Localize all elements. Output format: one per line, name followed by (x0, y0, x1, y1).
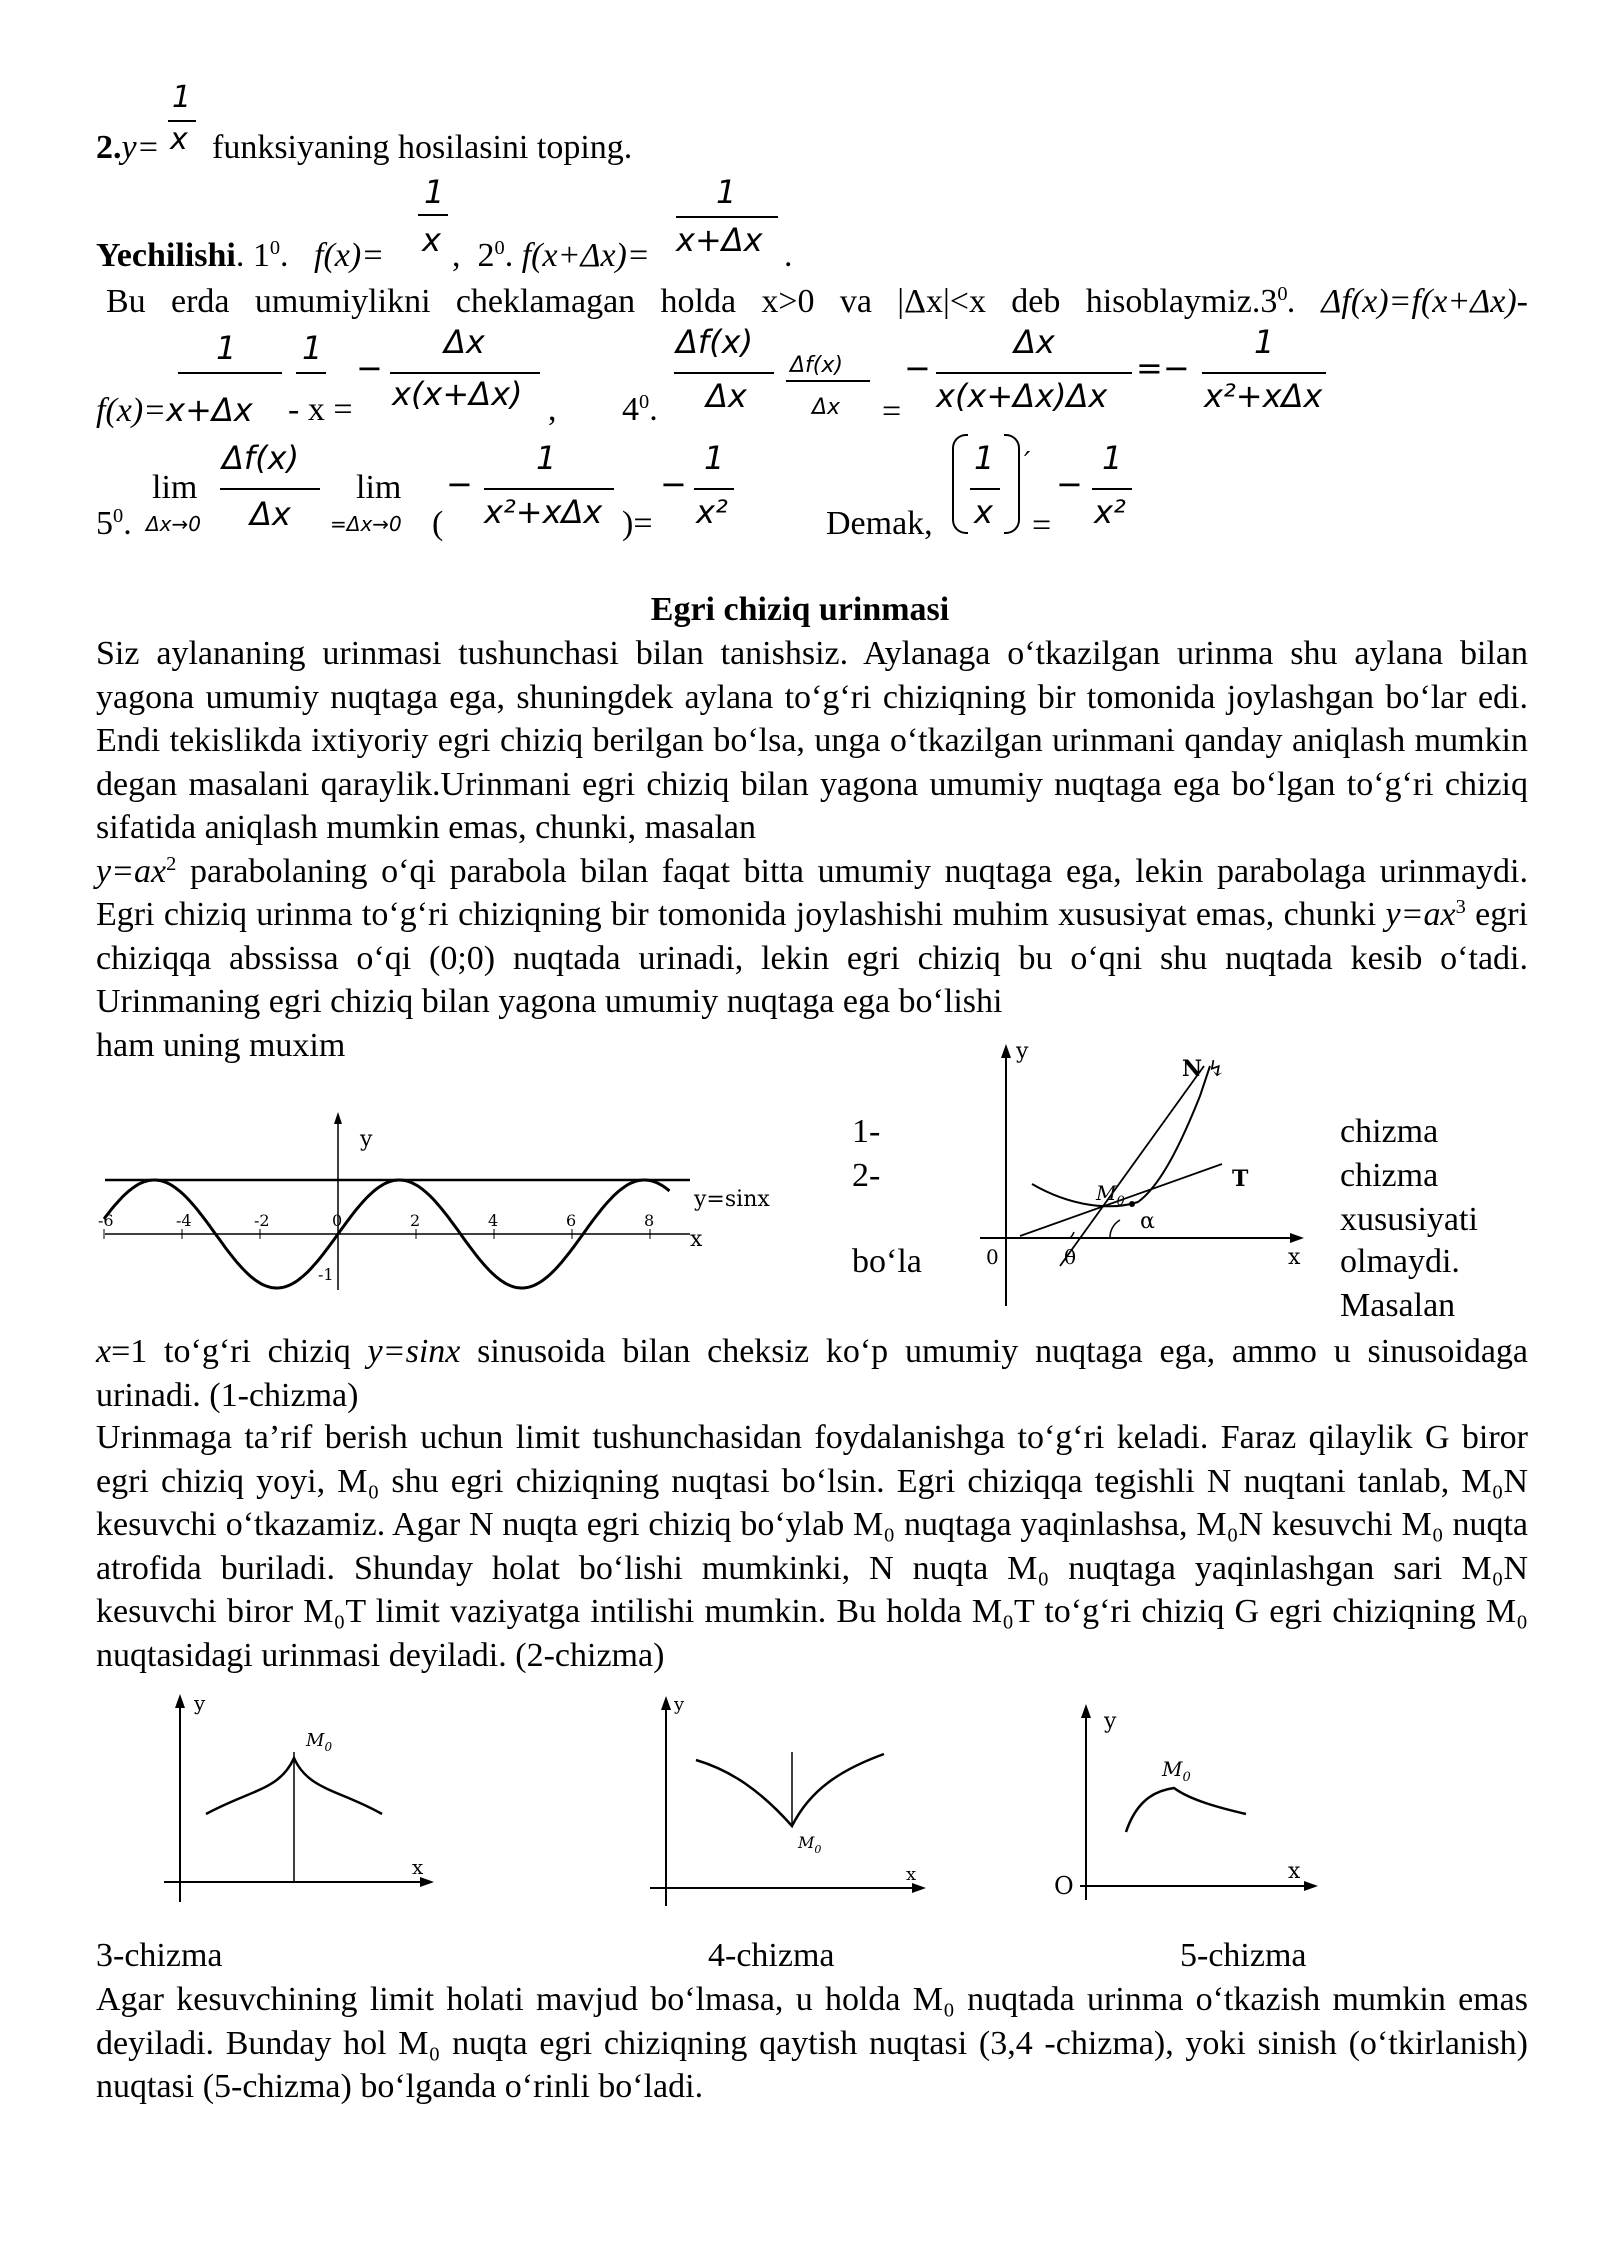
m0-letter: M (1162, 1757, 1183, 1781)
y-axis-arrow (334, 1112, 342, 1124)
neg-one-label: -1 (318, 1265, 334, 1284)
mid-left-2: 2- (852, 1157, 881, 1194)
y-axis-label: y (360, 1127, 373, 1152)
df1-bar (178, 372, 282, 374)
df3-num: Δx (444, 323, 485, 361)
solution-label: Yechilishi (96, 237, 236, 274)
s5-paren-open: ( (432, 505, 444, 542)
solution-line2 (106, 280, 1528, 324)
paragraph-1b (96, 850, 1528, 1024)
demak-den: x (974, 493, 993, 531)
step2-period: . (784, 237, 793, 274)
m0-letter: M (306, 1730, 325, 1751)
y-axis-arrow (175, 1694, 185, 1708)
mid-right-1: chizma (1340, 1113, 1439, 1150)
y-label: y (1104, 1709, 1117, 1734)
p2-ysin: y=sinx (367, 1333, 461, 1370)
problem-statement: funksiyaning hosilasini toping. (212, 129, 633, 166)
m0-label (797, 1833, 821, 1856)
secant-line (1060, 1066, 1204, 1266)
df3-minus: − (356, 349, 383, 387)
corner-curve (1126, 1788, 1246, 1832)
step5-sup: 0 (113, 504, 124, 527)
demak-minus: − (1056, 465, 1083, 503)
s4d-num: 1 (1254, 323, 1275, 361)
x-tick-label: 6 (566, 1211, 577, 1230)
line3-minus-x: - x = (288, 391, 353, 428)
x-tick-label: -4 (176, 1211, 192, 1230)
fx-frac-num: 1 (424, 173, 445, 211)
y-axis-arrow (1001, 1044, 1011, 1058)
m0-label (1095, 1181, 1125, 1209)
s4b-den: Δx (812, 395, 841, 420)
x-label: x (1288, 1245, 1301, 1270)
y-axis-arrow (661, 1696, 671, 1710)
caption-5: 5-chizma (1180, 1937, 1307, 1974)
lim1-sub: Δx→0 (146, 512, 201, 536)
s4d-eq: =− (1136, 349, 1190, 387)
problem-number: 2. (96, 129, 122, 166)
paragraph-1b-text1: parabolaning o‘qi parabola bilan faqat bitta umumiy nuqtaga ega, lekin parabolaga urinmaydi. Egri chiziq urinma to‘g‘ri chiziqning bir tomonida joylashishi muhim xususiyat emas, chunki (96, 852, 1528, 933)
df1-num: 1 (216, 329, 237, 367)
mid-right-5: Masalan (1340, 1287, 1456, 1324)
demak-num: 1 (974, 439, 995, 477)
demak-rden: x² (1094, 493, 1126, 531)
lim2: lim (356, 469, 402, 506)
caption-3: 3-chizma (96, 1937, 223, 1974)
x-tick-label: -2 (254, 1211, 270, 1230)
lim1: lim (152, 469, 198, 506)
s5-paren-close: )= (622, 505, 653, 542)
step4-eq: = (882, 393, 902, 430)
mid-left-4: bo‘la (852, 1243, 922, 1280)
step5-num: 5 (96, 505, 113, 542)
paragraph-3 (96, 1416, 1528, 1677)
x-axis-arrow (1304, 1881, 1318, 1891)
fxdx-frac-num: 1 (716, 173, 737, 211)
step1-sup: 0 (269, 236, 281, 259)
demak-prime: ′ (1024, 445, 1031, 478)
paragraph-1b-text2: egri chiziqqa abssissa o‘qi (0;0) nuqtada urinadi, lekin egri chiziq bu o‘qni shu nuqtada kesib o‘tadi. Urinmaning egri chiziq bilan yagona umumiy nuqtaga ega bo‘lishi (96, 896, 1529, 1020)
curve-g (1032, 1066, 1210, 1206)
m0-point (1129, 1201, 1135, 1207)
alpha-label: α (1140, 1209, 1155, 1234)
origin-label: O (1054, 1872, 1074, 1900)
s5-bar (220, 488, 320, 490)
problem-y: y= (121, 129, 160, 166)
theta-label: θ (1064, 1245, 1077, 1269)
demak-eq: = (1032, 507, 1052, 544)
solution-line1: Yechilishi. $1^0$. f(x)= (96, 236, 385, 274)
demak-rnum: 1 (1102, 439, 1123, 477)
y-label: y (674, 1694, 685, 1715)
step2-sup: 0 (494, 236, 505, 259)
m0-label (1161, 1757, 1191, 1785)
s5-den: Δx (250, 495, 291, 533)
y-label: y (194, 1691, 206, 1715)
figure-5 (1050, 1700, 1340, 1910)
s5-num: Δf(x) (222, 439, 300, 477)
x-axis-arrow (1290, 1233, 1304, 1243)
x-tick-label: 4 (488, 1211, 499, 1230)
m0-letter: M (1096, 1181, 1117, 1205)
x-ticks (98, 1211, 654, 1239)
x-label: x (906, 1864, 917, 1885)
demak-label: Demak, (826, 505, 933, 542)
x-label: x (1288, 1859, 1301, 1884)
m0-sub: 0 (1182, 1770, 1191, 1785)
s5c-minus: − (660, 465, 687, 503)
line2-sup: 0 (1277, 282, 1288, 305)
s4c-den: x(x+Δx)Δx (936, 377, 1108, 415)
secant-figure (960, 1036, 1320, 1316)
line3-left (96, 388, 253, 433)
line3-xdx: x+Δx (166, 391, 253, 429)
step2-num: 2 (477, 237, 495, 274)
m0-sub: 0 (814, 1843, 822, 1856)
origin-label: 0 (986, 1245, 999, 1269)
df2-bar (296, 372, 326, 374)
m0-sub: 0 (324, 1740, 333, 1754)
figure-3 (150, 1690, 440, 1920)
s5c-num: 1 (704, 439, 725, 477)
s4c-minus: − (904, 349, 931, 387)
fxdx-frac-den: x+Δx (676, 221, 763, 259)
eq-parabola: y=ax (96, 852, 167, 890)
y-label: y (1016, 1039, 1029, 1064)
x-label: x (412, 1855, 424, 1879)
paragraph-3-text: Urinmaga ta’rif berish uchun limit tushunchasidan foydalanishga to‘g‘ri keladi. Faraz qilaylik G biror egri chiziq yoyi, M₀ shu egri chiziqning nuqtasi bo‘lsin. Egri chiziqqa tegishli N nuqtani tanlab, M₀N kesuvchi o‘tkazamiz. Agar N nuqta egri chiziq bo‘ylab M₀ nuqtaga yaqinlashsa, M₀N kesuvchi M₀ nuqta atrofida buriladi. Shunday holat bo‘lishi mumkinki, N nuqta M₀ nuqtaga yaqinlashgan sari M₀N kesuvchi biror M₀T limit vaziyatga intilishi mumkin. Bu holda M₀T to‘g‘ri chiziq G egri chiziqning M₀ nuqtasidagi urinmasi deyiladi. (2-chizma) (96, 1419, 1528, 1674)
step4-sup: 0 (639, 390, 650, 413)
step1-num: 1 (252, 237, 270, 274)
section-title: Egri chiziq urinmasi (650, 591, 950, 628)
step1-fx: f(x)= (314, 237, 385, 274)
mid-right-3: xususiyati (1340, 1201, 1478, 1238)
m0-label (305, 1730, 332, 1754)
step4-label: $4^0$. (622, 390, 658, 428)
s4-num: Δf(x) (676, 323, 754, 361)
alpha-arc (1110, 1220, 1120, 1238)
paragraph-4 (96, 1978, 1528, 2109)
eq-cubic: y=ax (1385, 896, 1456, 933)
y-axis-arrow (1081, 1704, 1091, 1718)
line3-fx: f(x)= (96, 392, 167, 429)
fx-frac-bar (418, 214, 448, 216)
x-tick-label: 2 (410, 1211, 421, 1230)
paragraph-1-text: Siz aylananing urinmasi tushunchasi bilan tanishsiz. Aylanaga o‘tkazilgan urinma shu aylana bilan yagona umumiy nuqtaga ega, shuningdek aylana to‘g‘ri chiziqning bir tomonida joylashgan bo‘lar edi. Endi tekislikda ixtiyoriy egri chiziq berilgan bo‘lsa, unga o‘tkazilgan urinmani qanday aniqlash mumkin degan masalani qaraylik.Urinmani egri chiziq bilan yagona umumiy nuqtaga ega bo‘lgan to‘g‘ri chiziq sifatida aniqlash mumkin emas, chunki, masalan (96, 635, 1528, 846)
lim2-sub: =Δx→0 (330, 512, 402, 536)
paragraph-2 (96, 1330, 1528, 1417)
step5-label: $5^0$. (96, 504, 132, 542)
n-mark: ↯ (1207, 1057, 1226, 1082)
problem-frac-den: x (170, 122, 188, 157)
df2-num: 1 (302, 329, 323, 367)
line2-end: . Δf(x)=f(x+Δx)- (1287, 283, 1528, 320)
curve-label: y=sinx (694, 1187, 770, 1212)
x-axis-label: x (690, 1227, 703, 1252)
fx-frac-den: x (422, 221, 441, 259)
solution-line1b: , $2^0$. f(x+Δx)= (452, 236, 650, 274)
df3-den: x(x+Δx) (392, 375, 523, 413)
m0-sub: 0 (1116, 1194, 1125, 1209)
t-label: T (1232, 1166, 1249, 1192)
x-tick-label: 0 (332, 1211, 343, 1230)
step2-fx: f(x+Δx)= (521, 237, 650, 274)
s5b-den: x²+xΔx (484, 493, 603, 531)
demak-paren-left (952, 434, 968, 534)
figure-4 (640, 1690, 940, 1920)
ham-line: ham uning muxim (96, 1027, 346, 1064)
s4b-num: Δf(x) (790, 353, 843, 378)
line2-text: Bu erda umumiylikni cheklamagan holda x>0 va |Δx|<x deb hisoblaymiz.3 (106, 283, 1278, 320)
cusp-curve-down (696, 1754, 884, 1826)
mid-right-4: olmaydi. (1340, 1243, 1460, 1280)
eq-cubic-sup: 3 (1455, 895, 1466, 918)
n-label: N (1182, 1056, 1203, 1082)
sine-figure (90, 1110, 790, 1310)
line3-comma: , (548, 391, 557, 428)
demak-paren-right (1004, 434, 1020, 534)
paragraph-4-text: Agar kesuvchining limit holati mavjud bo‘lmasa, u holda M₀ nuqtada urinma o‘tkazish mumkin emas deyiladi. Bunday hol M₀ nuqta egri chiziqning qaytish nuqtasi (3,4 -chizma), yoki sinish (o‘tkirlanish) nuqtasi (5-chizma) bo‘lganda o‘rinli bo‘ladi. (96, 1981, 1528, 2105)
p2-t1: =1 to‘g‘ri chiziq (111, 1333, 368, 1370)
eq-parabola-sup: 2 (166, 852, 177, 875)
s4-den: Δx (706, 377, 747, 415)
x-tick-label: -6 (98, 1211, 114, 1230)
caption-4: 4-chizma (708, 1937, 835, 1974)
s4d-den: x²+xΔx (1204, 377, 1323, 415)
mid-left-1: 1- (852, 1113, 881, 1150)
problem-frac-num: 1 (172, 80, 192, 115)
s4b-bar (786, 380, 870, 382)
s5b-minus: − (446, 465, 473, 503)
m0-letter: M (798, 1833, 815, 1852)
s5b-num: 1 (536, 439, 557, 477)
p2-x: x (96, 1333, 112, 1370)
mid-right-2: chizma (1340, 1157, 1439, 1194)
x-tick-label: 8 (644, 1211, 655, 1230)
s4c-num: Δx (1014, 323, 1055, 361)
problem-line (96, 126, 160, 170)
paragraph-1 (96, 632, 1528, 1024)
s5c-den: x² (696, 493, 728, 531)
step4-num: 4 (622, 391, 639, 428)
p2-t2: sinusoida bilan cheksiz ko‘p umumiy nuqtaga ega, ammo u sinusoidaga urinadi. (1-chizma) (96, 1333, 1529, 1414)
